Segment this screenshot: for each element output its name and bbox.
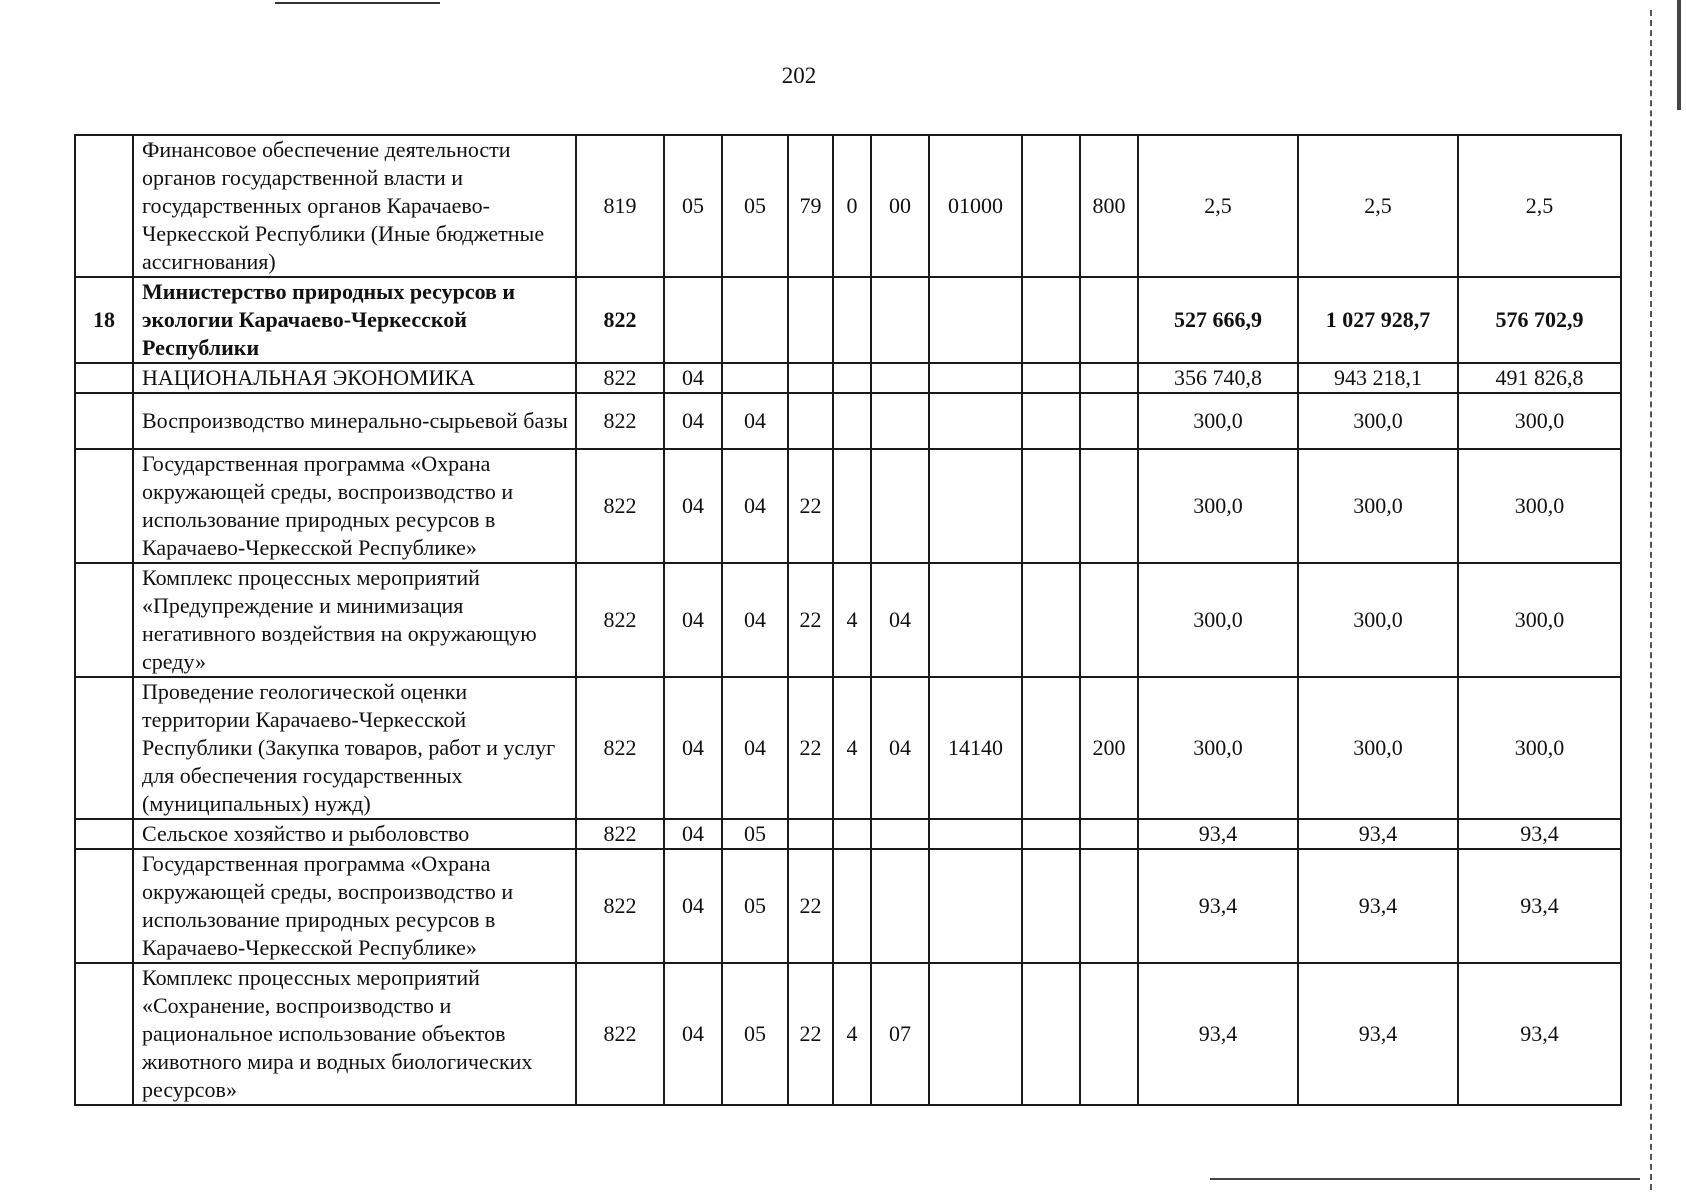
subsection-cell: 04 [722, 677, 788, 819]
amount-year2-cell: 300,0 [1298, 677, 1458, 819]
direction-code-cell [929, 819, 1022, 849]
subprogram-type-cell: 4 [833, 563, 871, 677]
expense-type-cell [1080, 819, 1138, 849]
expense-type-cell: 800 [1080, 135, 1138, 277]
program-code-cell: 22 [788, 449, 833, 563]
row-number-cell [75, 677, 133, 819]
subprogram-code-cell [871, 393, 929, 449]
direction-code-cell [929, 363, 1022, 393]
empty-cell [1022, 963, 1080, 1105]
amount-year1-cell: 93,4 [1138, 819, 1298, 849]
row-number-cell [75, 363, 133, 393]
program-code-cell [788, 277, 833, 363]
amount-year1-cell: 300,0 [1138, 563, 1298, 677]
amount-year1-cell: 356 740,8 [1138, 363, 1298, 393]
subprogram-code-cell [871, 363, 929, 393]
section-cell [664, 277, 722, 363]
amount-year2-cell: 943 218,1 [1298, 363, 1458, 393]
subsection-cell: 04 [722, 449, 788, 563]
amount-year3-cell: 576 702,9 [1458, 277, 1621, 363]
section-cell: 04 [664, 677, 722, 819]
subprogram-type-cell [833, 393, 871, 449]
subprogram-code-cell: 04 [871, 677, 929, 819]
expense-type-cell [1080, 449, 1138, 563]
empty-cell [1022, 819, 1080, 849]
table-row [75, 363, 1621, 393]
amount-year2-cell: 300,0 [1298, 449, 1458, 563]
row-number-cell: 18 [75, 277, 133, 363]
expense-type-cell: 200 [1080, 677, 1138, 819]
expense-type-cell [1080, 363, 1138, 393]
program-code-cell: 22 [788, 849, 833, 963]
empty-cell [1022, 563, 1080, 677]
subsection-cell: 05 [722, 819, 788, 849]
amount-year2-cell: 300,0 [1298, 393, 1458, 449]
amount-year2-cell: 93,4 [1298, 849, 1458, 963]
amount-year3-cell: 93,4 [1458, 849, 1621, 963]
amount-year1-cell: 2,5 [1138, 135, 1298, 277]
program-code-cell: 22 [788, 677, 833, 819]
row-name-cell: Финансовое обеспечение деятельности органов государственной власти и государственных органов Карачаево-Черкесской Республики (Иные бюджетные ассигнования) [133, 135, 576, 277]
subprogram-code-cell [871, 849, 929, 963]
direction-code-cell [929, 449, 1022, 563]
amount-year2-cell: 2,5 [1298, 135, 1458, 277]
section-cell: 04 [664, 849, 722, 963]
amount-year3-cell: 300,0 [1458, 393, 1621, 449]
row-number-cell [75, 849, 133, 963]
row-number-cell [75, 449, 133, 563]
subprogram-type-cell [833, 277, 871, 363]
subprogram-code-cell [871, 819, 929, 849]
row-name-cell: Воспроизводство минерально-сырьевой базы [133, 393, 576, 449]
section-cell: 04 [664, 363, 722, 393]
admin-code-cell: 819 [576, 135, 664, 277]
admin-code-cell: 822 [576, 563, 664, 677]
scan-right-edge [1650, 10, 1652, 1190]
row-name-cell: Проведение геологической оценки территории Карачаево-Черкесской Республики (Закупка товаров, работ и услуг для обеспечения государственных (муниципальных) нужд) [133, 677, 576, 819]
amount-year1-cell: 93,4 [1138, 849, 1298, 963]
admin-code-cell: 822 [576, 449, 664, 563]
amount-year1-cell: 300,0 [1138, 677, 1298, 819]
subsection-cell [722, 363, 788, 393]
row-name-cell: Сельское хозяйство и рыболовство [133, 819, 576, 849]
admin-code-cell: 822 [576, 819, 664, 849]
program-code-cell: 79 [788, 135, 833, 277]
section-cell: 04 [664, 563, 722, 677]
subprogram-type-cell [833, 849, 871, 963]
direction-code-cell [929, 563, 1022, 677]
page-number: 202 [781, 63, 817, 88]
amount-year1-cell: 300,0 [1138, 449, 1298, 563]
table-row [75, 393, 1621, 449]
scan-bottom-rule [1210, 1178, 1640, 1180]
subprogram-type-cell: 4 [833, 963, 871, 1105]
admin-code-cell: 822 [576, 849, 664, 963]
expense-type-cell [1080, 963, 1138, 1105]
empty-cell [1022, 849, 1080, 963]
subsection-cell: 04 [722, 563, 788, 677]
admin-code-cell: 822 [576, 363, 664, 393]
amount-year1-cell: 300,0 [1138, 393, 1298, 449]
amount-year3-cell: 93,4 [1458, 819, 1621, 849]
admin-code-cell: 822 [576, 963, 664, 1105]
table-row [75, 677, 1621, 819]
empty-cell [1022, 363, 1080, 393]
subprogram-code-cell [871, 449, 929, 563]
direction-code-cell [929, 393, 1022, 449]
program-code-cell: 22 [788, 563, 833, 677]
amount-year3-cell: 93,4 [1458, 963, 1621, 1105]
table-row [75, 563, 1621, 677]
table-row [75, 135, 1621, 277]
subprogram-type-cell: 4 [833, 677, 871, 819]
empty-cell [1022, 277, 1080, 363]
amount-year1-cell: 527 666,9 [1138, 277, 1298, 363]
amount-year3-cell: 300,0 [1458, 449, 1621, 563]
direction-code-cell [929, 277, 1022, 363]
program-code-cell [788, 819, 833, 849]
subprogram-type-cell [833, 363, 871, 393]
subsection-cell: 05 [722, 135, 788, 277]
amount-year2-cell: 93,4 [1298, 819, 1458, 849]
row-number-cell [75, 563, 133, 677]
direction-code-cell [929, 963, 1022, 1105]
empty-cell [1022, 449, 1080, 563]
subsection-cell: 05 [722, 849, 788, 963]
direction-code-cell [929, 849, 1022, 963]
program-code-cell: 22 [788, 963, 833, 1105]
row-name-cell: Государственная программа «Охрана окружающей среды, воспроизводство и использование природных ресурсов в Карачаево-Черкесской Республике» [133, 849, 576, 963]
subprogram-code-cell: 00 [871, 135, 929, 277]
section-cell: 04 [664, 393, 722, 449]
section-cell: 04 [664, 963, 722, 1105]
empty-cell [1022, 135, 1080, 277]
admin-code-cell: 822 [576, 277, 664, 363]
subsection-cell: 04 [722, 393, 788, 449]
empty-cell [1022, 393, 1080, 449]
amount-year3-cell: 2,5 [1458, 135, 1621, 277]
subprogram-type-cell [833, 819, 871, 849]
subprogram-code-cell: 04 [871, 563, 929, 677]
empty-cell [1022, 677, 1080, 819]
row-number-cell [75, 393, 133, 449]
subprogram-type-cell [833, 449, 871, 563]
expense-type-cell [1080, 277, 1138, 363]
subprogram-code-cell: 07 [871, 963, 929, 1105]
table-row [75, 849, 1621, 963]
row-name-cell: Государственная программа «Охрана окружающей среды, воспроизводство и использование природных ресурсов в Карачаево-Черкесской Республике» [133, 449, 576, 563]
table-body [75, 135, 1621, 1105]
amount-year3-cell: 300,0 [1458, 677, 1621, 819]
direction-code-cell: 14140 [929, 677, 1022, 819]
amount-year3-cell: 300,0 [1458, 563, 1621, 677]
admin-code-cell: 822 [576, 393, 664, 449]
expense-type-cell [1080, 849, 1138, 963]
scan-right-edge-mark [1677, 0, 1681, 110]
amount-year2-cell: 93,4 [1298, 963, 1458, 1105]
program-code-cell [788, 393, 833, 449]
subsection-cell [722, 277, 788, 363]
table-row [75, 819, 1621, 849]
row-number-cell [75, 963, 133, 1105]
amount-year2-cell: 300,0 [1298, 563, 1458, 677]
row-name-cell: Комплекс процессных мероприятий «Предупреждение и минимизация негативного воздействия на окружающую среду» [133, 563, 576, 677]
expense-type-cell [1080, 393, 1138, 449]
table-row [75, 449, 1621, 563]
scan-top-rule [275, 2, 440, 4]
subprogram-type-cell: 0 [833, 135, 871, 277]
subprogram-code-cell [871, 277, 929, 363]
expense-type-cell [1080, 563, 1138, 677]
direction-code-cell: 01000 [929, 135, 1022, 277]
row-name-cell: НАЦИОНАЛЬНАЯ ЭКОНОМИКА [133, 363, 576, 393]
amount-year2-cell: 1 027 928,7 [1298, 277, 1458, 363]
row-name-cell: Комплекс процессных мероприятий «Сохранение, воспроизводство и рациональное использование объектов животного мира и водных биологических ресурсов» [133, 963, 576, 1105]
amount-year3-cell: 491 826,8 [1458, 363, 1621, 393]
section-cell: 05 [664, 135, 722, 277]
admin-code-cell: 822 [576, 677, 664, 819]
section-cell: 04 [664, 819, 722, 849]
amount-year1-cell: 93,4 [1138, 963, 1298, 1105]
budget-table [74, 134, 1622, 1106]
subsection-cell: 05 [722, 963, 788, 1105]
row-number-cell [75, 135, 133, 277]
table-row [75, 277, 1621, 363]
row-name-cell: Министерство природных ресурсов и экологии Карачаево-Черкесской Республики [133, 277, 576, 363]
section-cell: 04 [664, 449, 722, 563]
program-code-cell [788, 363, 833, 393]
table-row [75, 963, 1621, 1105]
row-number-cell [75, 819, 133, 849]
